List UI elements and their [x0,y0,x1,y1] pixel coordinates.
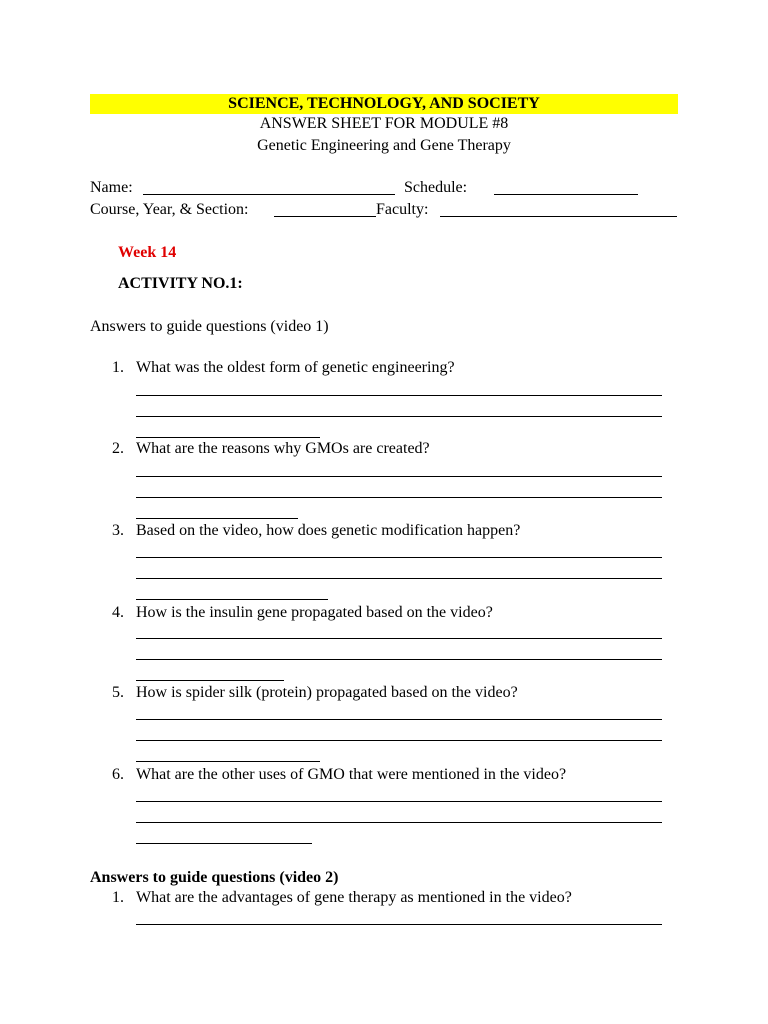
question-number: 1. [112,359,124,376]
question-text: What are the reasons why GMOs are created? [136,440,430,457]
question-number: 3. [112,522,124,539]
answer-line[interactable] [136,416,662,417]
document-topic: Genetic Engineering and Gene Therapy [257,137,511,154]
question-number: 5. [112,684,124,701]
document-subtitle: ANSWER SHEET FOR MODULE #8 [259,115,509,132]
answer-line[interactable] [136,578,662,579]
answer-line[interactable] [136,680,284,681]
answer-line[interactable] [136,518,298,519]
question-text: What are the other uses of GMO that were mentioned in the video? [136,766,567,783]
answer-line[interactable] [136,437,320,438]
answer-line[interactable] [136,924,662,925]
name-label: Name: [90,179,133,196]
answer-line[interactable] [136,719,662,720]
question-number: 1. [112,889,124,906]
name-field[interactable] [143,194,395,195]
course-label: Course, Year, & Section: [90,201,249,218]
question-number: 4. [112,604,124,621]
activity-label: ACTIVITY NO.1: [118,275,243,292]
question-text: What are the advantages of gene therapy as mentioned in the video? [136,889,572,906]
question-text: Based on the video, how does genetic modification happen? [136,522,521,539]
question-number: 2. [112,440,124,457]
week-label: Week 14 [118,244,177,261]
faculty-field[interactable] [440,216,677,217]
question-number: 6. [112,766,124,783]
answer-line[interactable] [136,557,662,558]
answer-line[interactable] [136,638,662,639]
section1-heading: Answers to guide questions (video 1) [90,318,329,335]
faculty-label: Faculty: [376,201,429,218]
document-title: SCIENCE, TECHNOLOGY, AND SOCIETY [90,94,678,114]
question-text: How is spider silk (protein) propagated based on the video? [136,684,518,701]
course-field[interactable] [274,216,376,217]
answer-line[interactable] [136,599,328,600]
schedule-field[interactable] [494,194,638,195]
answer-line[interactable] [136,395,662,396]
schedule-label: Schedule: [404,179,468,196]
answer-line[interactable] [136,476,662,477]
answer-line[interactable] [136,822,662,823]
question-text: How is the insulin gene propagated based on the video? [136,604,493,621]
answer-line[interactable] [136,740,662,741]
answer-line[interactable] [136,761,320,762]
question-text: What was the oldest form of genetic engineering? [136,359,455,376]
answer-line[interactable] [136,843,312,844]
section2-heading: Answers to guide questions (video 2) [90,869,339,886]
answer-line[interactable] [136,659,662,660]
answer-line[interactable] [136,801,662,802]
answer-line[interactable] [136,497,662,498]
